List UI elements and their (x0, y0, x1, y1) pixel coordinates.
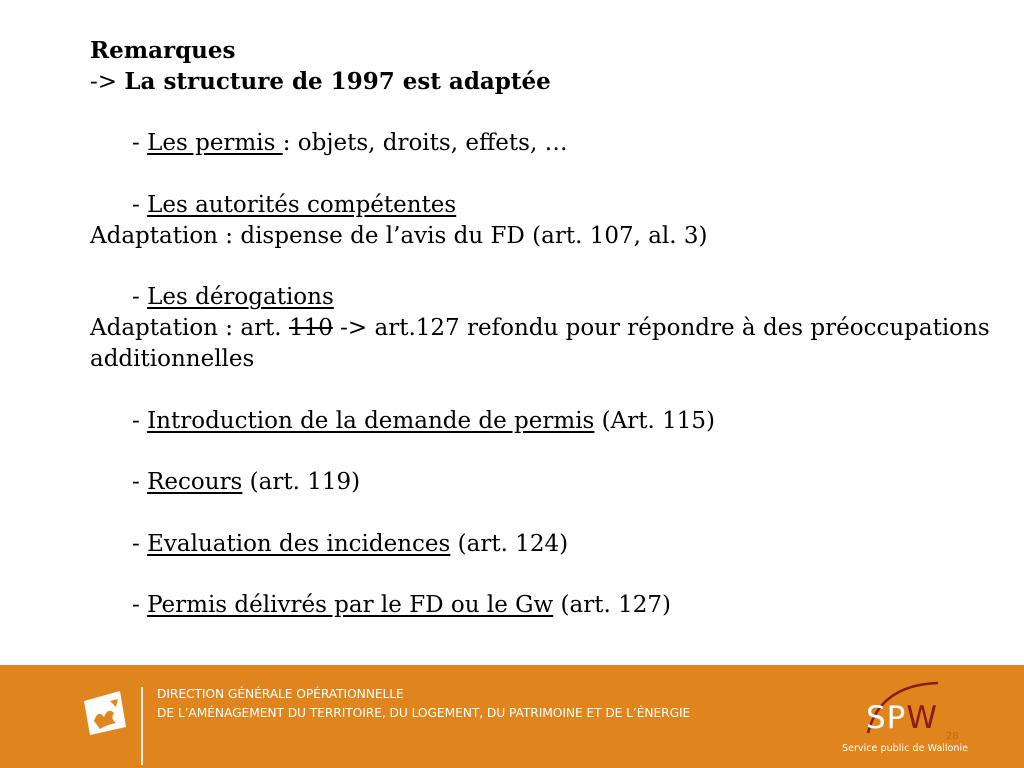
dash: - (132, 191, 148, 218)
dash: - (132, 469, 148, 496)
footer-divider (141, 687, 143, 765)
spw-logo-text (866, 700, 939, 736)
page-number: 28 (946, 731, 959, 742)
list-item (90, 529, 990, 560)
item-note: Adaptation : dispense de l’avis du FD (art. 107, al. 3) (90, 222, 708, 249)
item-title: Les autorités compétentes (147, 191, 457, 218)
dash: - (132, 530, 148, 557)
footer-band (0, 665, 1024, 768)
logo-w: W (906, 700, 939, 736)
department-name (157, 685, 690, 723)
department-line-2: DE L’AMÉNAGEMENT DU TERRITOIRE, DU LOGEMENT, DU PATRIMOINE ET DE L’ÉNERGIE (157, 706, 691, 720)
list-item (90, 190, 990, 221)
list-item (90, 406, 990, 437)
slide-heading: Remarques (90, 37, 236, 64)
dash: - (132, 592, 148, 619)
item-detail: (art. 127) (553, 592, 671, 619)
slide-subheading (90, 67, 990, 98)
item-title: Les dérogations (147, 284, 334, 311)
list-item (90, 282, 990, 313)
logo-sp: SP (866, 700, 907, 736)
item-title: Recours (147, 469, 243, 496)
item-detail: (art. 119) (242, 469, 361, 496)
item-title: Introduction de la demande de permis (147, 407, 595, 434)
item-note (90, 313, 990, 375)
item-title: Les permis (147, 130, 283, 157)
spw-tagline: Service public de Wallonie (842, 743, 969, 754)
dash: - (132, 407, 148, 434)
dash: - (132, 130, 148, 157)
wallonia-rooster-logo-icon (80, 687, 132, 739)
note-prefix: Adaptation : art. (90, 315, 289, 342)
item-detail: (art. 124) (450, 530, 569, 557)
list-item (90, 467, 990, 498)
department-line-1: DIRECTION GÉNÉRALE OPÉRATIONNELLE (157, 687, 404, 701)
item-detail: : objets, droits, effets, … (282, 130, 568, 157)
list-item (90, 590, 990, 621)
item-detail: (Art. 115) (594, 407, 715, 434)
subheading-text: La structure de 1997 est adaptée (124, 67, 551, 95)
dash: - (132, 284, 148, 311)
list-item (90, 128, 990, 159)
slide-content (90, 36, 990, 621)
item-title: Evaluation des incidences (147, 530, 451, 557)
arrow-prefix: -> (90, 68, 125, 95)
note-suffix: -> art.127 refondu pour répondre à des préoccupations additionnelles (90, 315, 990, 372)
struck-article: 110 (288, 315, 333, 342)
item-title: Permis délivrés par le FD ou le Gw (147, 592, 554, 619)
